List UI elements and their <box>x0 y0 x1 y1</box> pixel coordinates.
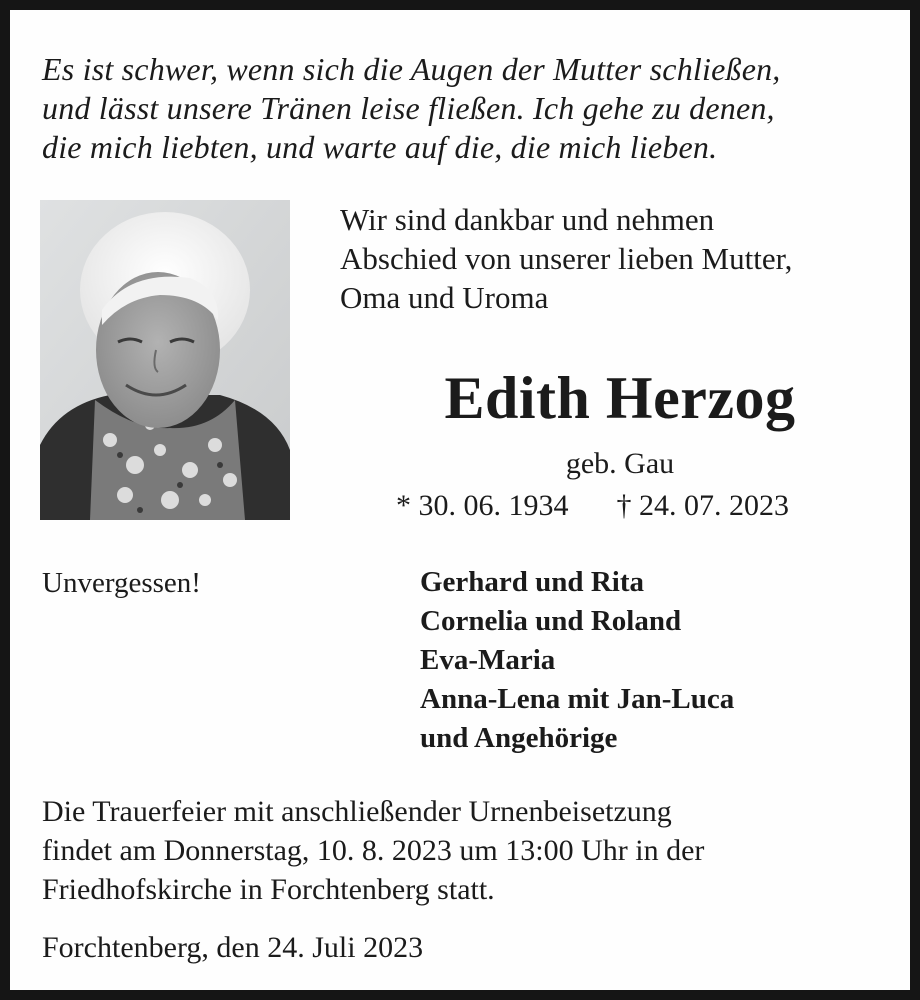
mourner-entry: und Angehörige <box>420 722 618 754</box>
mourner-entry: Gerhard und Rita <box>420 566 644 598</box>
mourner-entry: Anna-Lena mit Jan-Luca <box>420 683 735 715</box>
place-and-date: Forchtenberg, den 24. Juli 2023 <box>42 931 424 964</box>
portrait-image <box>40 200 290 520</box>
life-dates <box>396 486 789 526</box>
intro-line: Wir sind dankbar und nehmen <box>340 202 715 237</box>
service-line: Die Trauerfeier mit anschließender Urnenbeisetzung <box>42 795 672 828</box>
intro-line: Oma und Uroma <box>340 280 549 315</box>
intro-text <box>340 200 792 317</box>
intro-line: Abschied von unserer lieben Mutter, <box>340 241 793 276</box>
mourner-entry: Eva-Maria <box>420 644 556 676</box>
portrait-photo <box>40 200 290 520</box>
birth-date: * 30. 06. 1934 <box>396 489 569 522</box>
deceased-name: Edith Herzog <box>444 365 796 431</box>
remembrance-text: Unvergessen! <box>42 567 201 599</box>
service-line: Friedhofskirche in Forchtenberg statt. <box>42 873 495 906</box>
memorial-verse <box>42 50 781 167</box>
funeral-service-info <box>42 792 704 909</box>
service-line: findet am Donnerstag, 10. 8. 2023 um 13:00 Uhr in der <box>42 834 705 867</box>
mourners-list <box>420 563 734 758</box>
verse-line: Es ist schwer, wenn sich die Augen der Mutter schließen, <box>42 51 781 87</box>
mourner-entry: Cornelia und Roland <box>420 605 682 637</box>
verse-line: und lässt unsere Tränen leise fließen. Ich gehe zu denen, <box>42 90 775 126</box>
verse-line: die mich liebten, und warte auf die, die mich lieben. <box>42 129 718 165</box>
death-date: † 24. 07. 2023 <box>616 489 789 522</box>
birth-name: geb. Gau <box>565 447 675 480</box>
